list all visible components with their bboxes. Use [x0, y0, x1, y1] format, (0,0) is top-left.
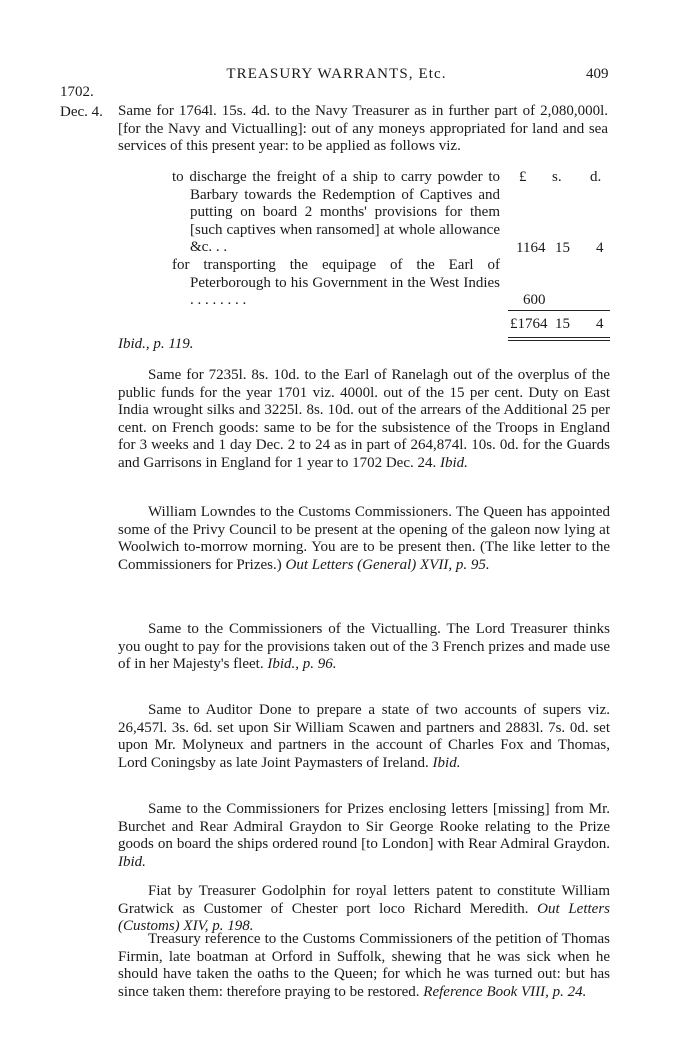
page-number: 409 [586, 66, 609, 82]
entry-source-citation: Ibid., p. 119. [118, 336, 194, 352]
payment-item-text: for transporting the equipage of the Earl of Peterborough to his Government in the West Indies . . . . . . . . [172, 256, 500, 309]
total-pence: 4 [596, 316, 604, 332]
entry-intro-paragraph: Same for 1764l. 15s. 4d. to the Navy Treasurer as in further part of 2,080,000l. [for the Navy and Victualling]: out of any moneys appropriated for land and sea services of this present year: to be applied as follows viz. [118, 103, 608, 155]
total-shillings: 15 [555, 316, 570, 332]
item-shillings: 15 [555, 240, 570, 256]
source-citation: Ibid., p. 96. [267, 656, 337, 673]
source-citation: Ibid. [432, 754, 461, 771]
sum-rule [508, 310, 610, 311]
source-citation: Ibid. [118, 853, 146, 870]
total-double-rule-bottom [508, 340, 610, 341]
year-margin-note: 1702. [60, 84, 94, 100]
entry-paragraph: Same for 7235l. 8s. 10d. to the Earl of Ranelagh out of the overplus of the public funds for the year 1701 viz. 4000l. out of the 15 per cent. Duty on East India wrought silks and 3225l. 8s. 10d. out of the arrears of the Additional 25 per cent. on French goods: same to be for the subsistence of the Troops in England for 3 weeks and 1 day Dec. 2 to 24 as in part of 264,874l. 10s. 0d. for the Guards and Garrisons in England for 1 year to 1702 Dec. 24. Ibid. [118, 367, 610, 471]
item-pence: 4 [596, 240, 604, 256]
total-pounds: £1764 [510, 316, 548, 332]
entry-paragraph: Fiat by Treasurer Godolphin for royal letters patent to constitute William Gratwick as Customer of Chester port loco Richard Meredith. Out Letters (Customs) XIV, p. 198. [118, 883, 611, 935]
pounds-header: £ [519, 169, 527, 185]
running-header-title: TREASURY WARRANTS, Etc. [226, 66, 447, 82]
total-double-rule-top [508, 337, 610, 338]
item-pounds: 600 [523, 292, 546, 308]
pence-header: d. [590, 169, 602, 185]
source-citation: Out Letters (General) XVII, p. 95. [285, 556, 490, 573]
source-citation: Ibid. [440, 454, 468, 471]
date-margin-note: Dec. 4. [60, 104, 103, 120]
source-citation: Out Letters (Customs) XIV, p. 198. [118, 900, 611, 935]
entry-paragraph: Treasury reference to the Customs Commissioners of the petition of Thomas Firmin, late boatman at Orford in Suffolk, shewing that he was sick when he should have taken the oaths to the Queen; for which he was turned out: but has since taken them: therefore praying to be restored. Reference Book VIII, p. 24. [118, 931, 610, 1000]
entry-paragraph: Same to Auditor Done to prepare a state of two accounts of supers viz. 26,457l. 3s. 6d. set upon Sir William Scawen and partners and 2883l. 7s. 0d. set upon Mr. Molyneux and partners in the account of Charles Fox and Thomas, Lord Coningsby as late Joint Paymasters of Ireland. Ibid. [118, 702, 610, 771]
shillings-header: s. [552, 169, 562, 185]
source-citation: Reference Book VIII, p. 24. [423, 983, 587, 1000]
entry-paragraph: Same to the Commissioners of the Victualling. The Lord Treasurer thinks you ought to pay for the provisions taken out of the 3 French prizes and made use of in her Majesty's fleet. Ibid., p. 96. [118, 621, 610, 673]
payment-item-text: to discharge the freight of a ship to carry powder to Barbary towards the Redemption of Captives and putting on board 2 months' provisions for them [such captives when ransomed] at whole allowance &c. . . [172, 169, 500, 256]
entry-paragraph: Same to the Commissioners for Prizes enclosing letters [missing] from Mr. Burchet and Rear Admiral Graydon to Sir George Rooke relating to the Prize goods on board the ships ordered round [to London] with Rear Admiral Graydon. Ibid. [118, 801, 610, 870]
entry-paragraph: William Lowndes to the Customs Commissioners. The Queen has appointed some of the Privy Council to be present at the opening of the galeon now lying at Woolwich to-morrow morning. You are to be present then. (The like letter to the Commissioners for Prizes.) Out Letters (General) XVII, p. 95. [118, 504, 610, 573]
payment-items-list [172, 169, 500, 310]
item-pounds: 1164 [516, 240, 546, 256]
